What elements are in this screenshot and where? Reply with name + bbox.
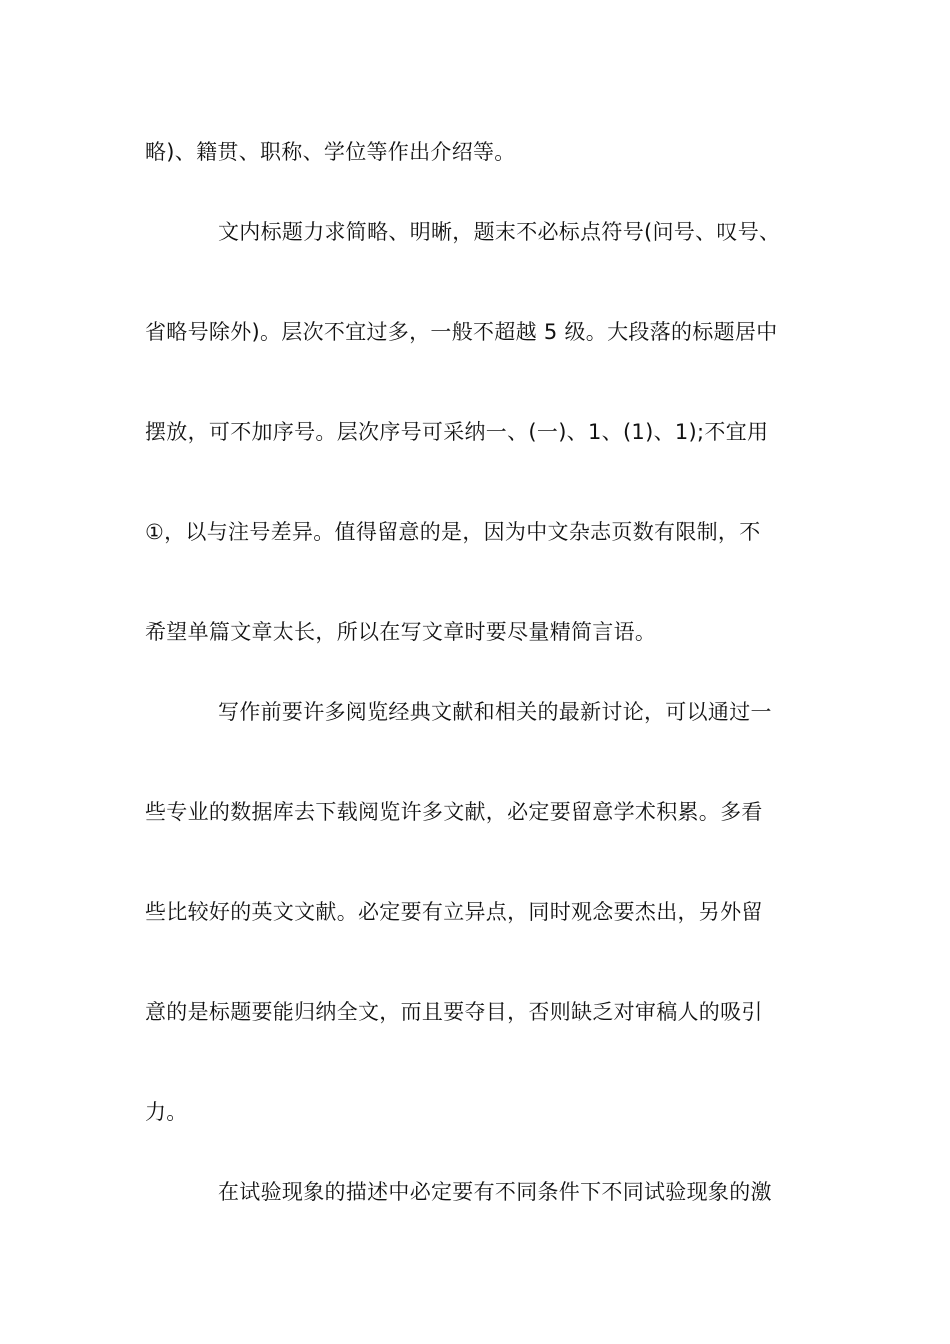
paragraph-start-line: 在试验现象的描述中必定要有不同条件下不同试验现象的激 xyxy=(218,1180,772,1204)
text-line: 意的是标题要能归纳全文，而且要夺目，否则缺乏对审稿人的吸引 xyxy=(145,1000,763,1024)
text-line: ①，以与注号差异。值得留意的是，因为中文杂志页数有限制，不 xyxy=(145,520,761,544)
text-line: 些比较好的英文文献。必定要有立异点，同时观念要杰出，另外留 xyxy=(145,900,763,924)
text-line: 省略号除外)。层次不宜过多，一般不超越 5 级。大段落的标题居中 xyxy=(145,320,778,344)
text-line: 略)、籍贯、职称、学位等作出介绍等。 xyxy=(145,140,516,164)
text-line: 希望单篇文章太长，所以在写文章时要尽量精简言语。 xyxy=(145,620,657,644)
text-line: 些专业的数据库去下载阅览许多文献，必定要留意学术积累。多看 xyxy=(145,800,763,824)
paragraph-start-line: 文内标题力求简略、明晰，题末不必标点符号(问号、叹号、 xyxy=(218,220,781,244)
paragraph-start-line: 写作前要许多阅览经典文献和相关的最新讨论，可以通过一 xyxy=(218,700,772,724)
text-line: 力。 xyxy=(145,1100,188,1124)
text-line: 摆放，可不加序号。层次序号可采纳一、(一)、1、(1)、1);不宜用 xyxy=(145,420,769,444)
